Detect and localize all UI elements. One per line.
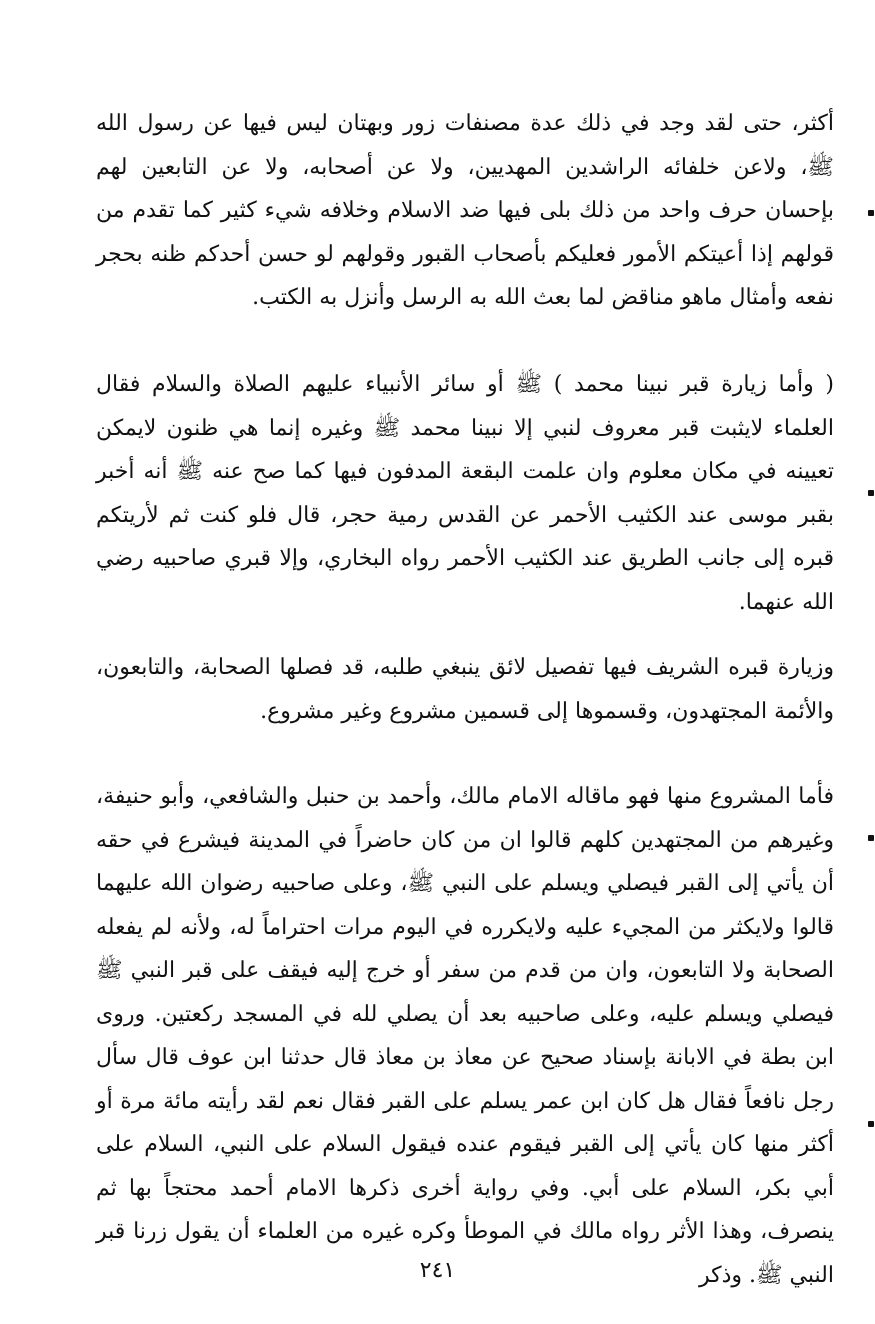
paragraph-4: فأما المشروع منها فهو ماقاله الامام مالك، وأحمد بن حنبل والشافعي، وأبو حنيفة، وغيرهم من المجتهدين كلهم قالوا ان من كان حاضراً في المدينة فيشرع في حقه أن يأتي إلى القبر فيصلي ويسلم على النبي ﷺ، وعلى صاحبيه رضوان الله عليهما قالوا ولايكثر من المجيء عليه ولايكرره في اليوم مرات احتراماً له، ولأنه لم يفعله الصحابة ولا التابعون، وان من قدم من سفر أو خرج إليه فيقف على قبر النبي ﷺ فيصلي ويسلم عليه، وعلى صاحبيه بعد أن يصلي لله في المسجد ركعتين. وروى ابن بطة في الابانة بإسناد صحيح عن معاذ بن معاذ قال حدثنا ابن عوف قال سأل رجل نافعاً فقال هل كان ابن عمر يسلم على القبر فقال نعم لقد رأيته مائة مرة أو أكثر منها كان يأتي إلى القبر فيقوم عنده فيقول السلام على النبي، السلام على أبي بكر، السلام على أبي. وفي رواية أخرى ذكرها الامام أحمد محتجاً بها ثم ينصرف، وهذا الأثر رواه مالك في الموطأ وكره غيره من العلماء أن يقول زرنا قبر النبي ﷺ. وذكر [96, 784, 834, 1288]
margin-mark [868, 210, 874, 216]
paragraph-3: وزيارة قبره الشريف فيها تفصيل لائق ينبغي طلبه، قد فصلها الصحابة، والتابعون، والأئمة المجتهدون، وقسموها إلى قسمين مشروع وغير مشروع. [96, 655, 834, 724]
margin-mark [868, 835, 874, 841]
page-number: ٢٤١ [419, 1258, 456, 1283]
paragraph-2: ( وأما زيارة قبر نبينا محمد ) ﷺ أو سائر الأنبياء عليهم الصلاة والسلام فقال العلماء لايثبت قبر معروف لنبي إلا نبينا محمد ﷺ وغيره إنما هي ظنون لايمكن تعيينه في مكان معلوم وان علمت البقعة المدفون فيها كما صح عنه ﷺ أنه أخبر بقبر موسى عند الكثيب الأحمر عن القدس رمية حجر، قال فلو كنت ثم لأريتكم قبره إلى جانب الطريق عند الكثيب الأحمر رواه البخاري، وإلا قبري صاحبيه رضي الله عنهما. [96, 372, 834, 615]
margin-mark [868, 490, 874, 496]
paragraph-1: أكثر، حتى لقد وجد في ذلك عدة مصنفات زور وبهتان ليس فيها عن رسول الله ﷺ، ولاعن خلفائه الراشدين المهديين، ولا عن أصحابه، ولا عن التابعين لهم بإحسان حرف واحد من ذلك بلى فيها ضد الاسلام وخلافه شيء كثير كما تقدم من قولهم إذا أعيتكم الأمور فعليكم بأصحاب القبور وقولهم لو حسن أحدكم ظنه بحجر نفعه وأمثال ماهو مناقض لما بعث الله به الرسل وأنزل به الكتب. [96, 111, 834, 310]
margin-mark [868, 1121, 874, 1127]
